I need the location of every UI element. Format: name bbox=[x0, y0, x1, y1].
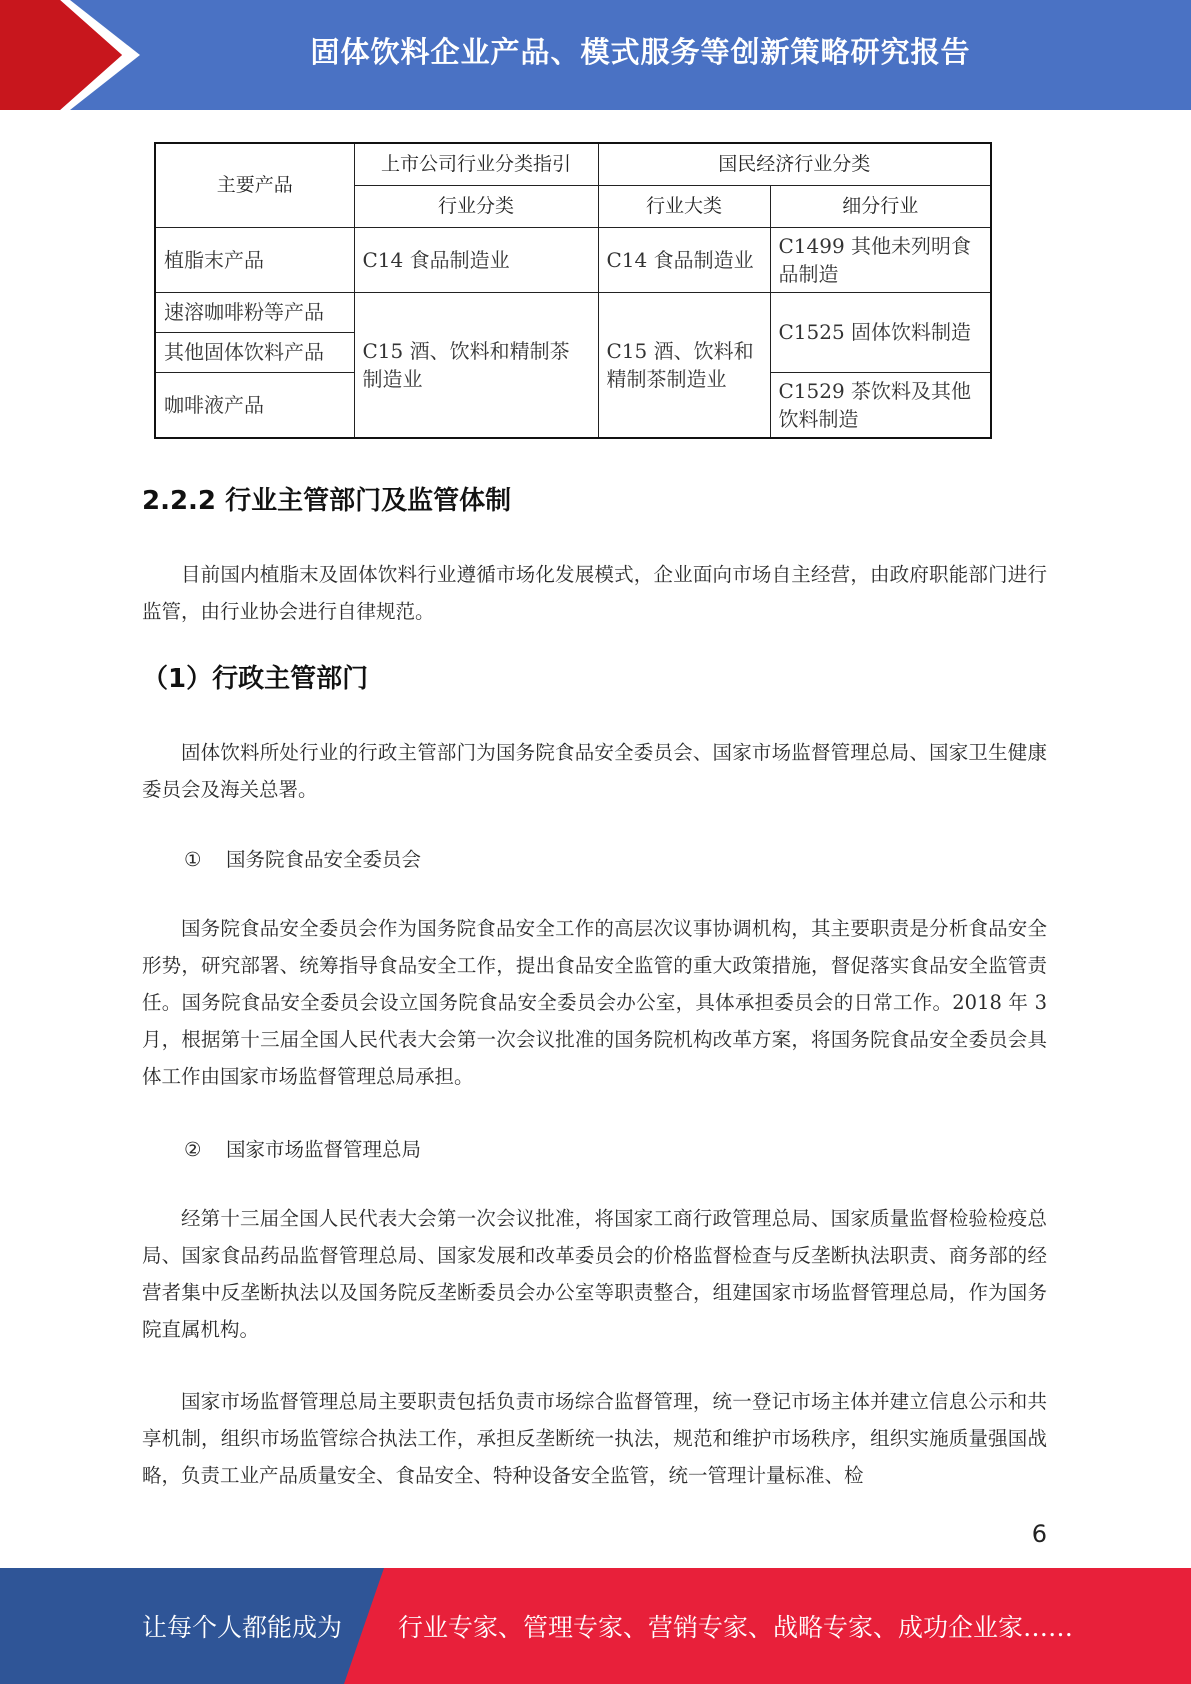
list-item-label: 国务院食品安全委员会 bbox=[226, 848, 422, 871]
header-national-classification: 国民经济行业分类 bbox=[598, 143, 991, 185]
page-number: 6 bbox=[1031, 1520, 1047, 1548]
list-item bbox=[184, 1131, 421, 1168]
page-footer bbox=[0, 1568, 1191, 1684]
list-marker: ① bbox=[184, 848, 202, 871]
cell-major-class: C15 酒、饮料和精制茶制造业 bbox=[598, 292, 770, 438]
cell-product: 咖啡液产品 bbox=[155, 372, 354, 438]
cell-major-class: C14 食品制造业 bbox=[598, 227, 770, 292]
footer-slogan-right: 行业专家、管理专家、营销专家、战略专家、成功企业家…… bbox=[398, 1613, 1074, 1642]
item1-paragraph: 国务院食品安全委员会作为国务院食品安全工作的高层次议事协调机构，其主要职责是分析食品安全形势，研究部署、统筹指导食品安全工作，提出食品安全监管的重大政策措施，督促落实食品安全监管责任。国务院食品安全委员会设立国务院食品安全委员会办公室，具体承担委员会的日常工作。2018 年 3 月，根据第十三届全国人民代表大会第一次会议批准的国务院机构改革方案，将国务院食品安全委员会具体工作由国家市场监督管理总局承担。 bbox=[142, 917, 1047, 1088]
cell-product: 植脂末产品 bbox=[155, 227, 354, 292]
subsection-heading: （1）行政主管部门 bbox=[142, 664, 369, 694]
list-marker: ② bbox=[184, 1138, 202, 1161]
header-listed-guide: 上市公司行业分类指引 bbox=[354, 143, 598, 185]
header-industry-class: 行业分类 bbox=[354, 185, 598, 227]
cell-industry-class: C15 酒、饮料和精制茶制造业 bbox=[354, 292, 598, 438]
industry-classification-table bbox=[154, 142, 992, 439]
header-major-class: 行业大类 bbox=[598, 185, 770, 227]
header-detail-industry: 细分行业 bbox=[770, 185, 991, 227]
report-title: 固体饮料企业产品、模式服务等创新策略研究报告 bbox=[310, 34, 971, 69]
section-intro-paragraph: 目前国内植脂末及固体饮料行业遵循市场化发展模式，企业面向市场自主经营，由政府职能部门进行监管，由行业协会进行自律规范。 bbox=[142, 563, 1047, 623]
cell-product: 速溶咖啡粉等产品 bbox=[155, 292, 354, 332]
item2-paragraph-2: 国家市场监督管理总局主要职责包括负责市场综合监督管理，统一登记市场主体并建立信息公示和共享机制，组织市场监管综合执法工作，承担反垄断统一执法，规范和维护市场秩序，组织实施质量强国战略，负责工业产品质量安全、食品安全、特种设备安全监管，统一管理计量标准、检 bbox=[142, 1390, 1047, 1487]
footer-slogan-left: 让每个人都能成为 bbox=[142, 1613, 343, 1642]
section-heading: 2.2.2 行业主管部门及监管体制 bbox=[142, 486, 512, 516]
cell-detail-industry: C1525 固体饮料制造 bbox=[770, 292, 991, 372]
cell-product: 其他固体饮料产品 bbox=[155, 332, 354, 372]
table-row bbox=[155, 292, 991, 332]
cell-detail-industry: C1499 其他未列明食品制造 bbox=[770, 227, 991, 292]
table-row bbox=[155, 227, 991, 292]
cell-detail-industry: C1529 茶饮料及其他饮料制造 bbox=[770, 372, 991, 438]
header-main-product: 主要产品 bbox=[155, 143, 354, 227]
cell-industry-class: C14 食品制造业 bbox=[354, 227, 598, 292]
page-header bbox=[0, 0, 1191, 110]
item2-paragraph-1: 经第十三届全国人民代表大会第一次会议批准，将国家工商行政管理总局、国家质量监督检验检疫总局、国家食品药品监督管理总局、国家发展和改革委员会的价格监督检查与反垄断执法职责、商务部的经营者集中反垄断执法以及国务院反垄断委员会办公室等职责整合，组建国家市场监督管理总局，作为国务院直属机构。 bbox=[142, 1207, 1047, 1341]
list-item-label: 国家市场监督管理总局 bbox=[226, 1138, 422, 1161]
subsection-intro-paragraph: 固体饮料所处行业的行政主管部门为国务院食品安全委员会、国家市场监督管理总局、国家卫生健康委员会及海关总署。 bbox=[142, 741, 1047, 801]
industry-classification-table-wrap bbox=[154, 142, 990, 439]
header-arrow-decoration bbox=[0, 0, 160, 110]
list-item bbox=[184, 841, 421, 878]
